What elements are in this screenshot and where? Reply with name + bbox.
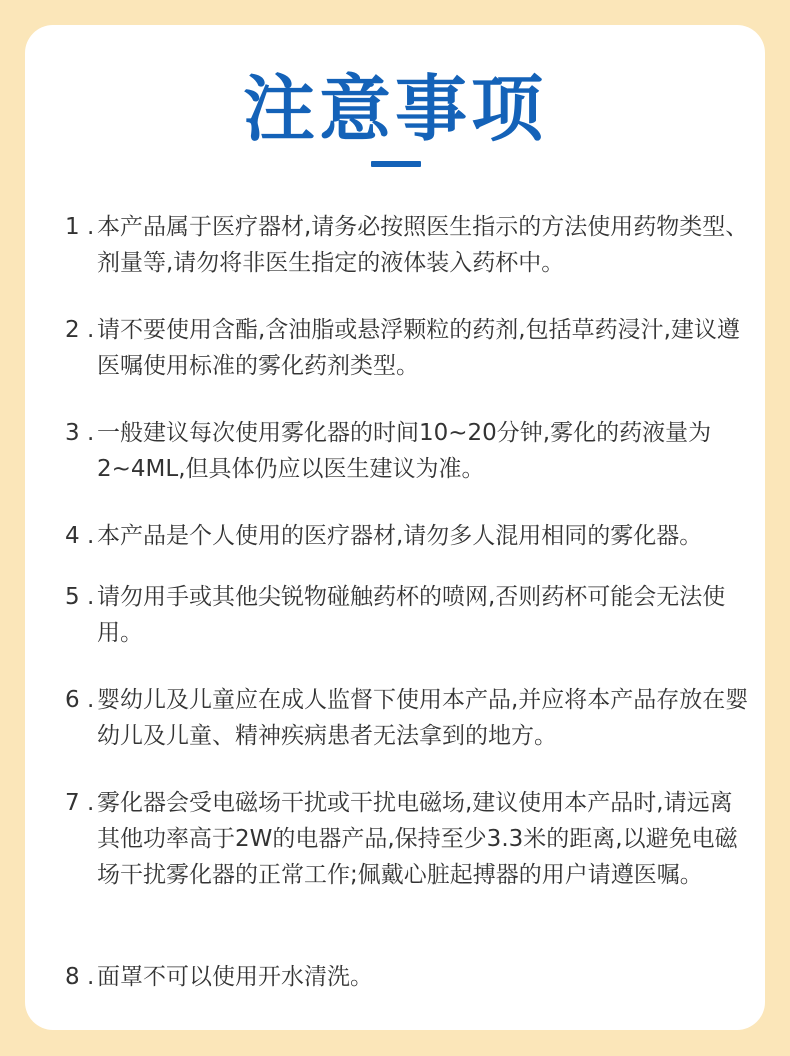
- item-number: 7 .: [65, 790, 95, 816]
- list-item: [65, 518, 755, 554]
- item-text: 请勿用手或其他尖锐物碰触药杯的喷网,否则药杯可能会无法使用。: [97, 584, 726, 646]
- list-item: [65, 959, 755, 995]
- item-text: 本产品属于医疗器材,请务必按照医生指示的方法使用药物类型、剂量等,请勿将非医生指定的液体装入药杯中。: [97, 214, 749, 276]
- item-text: 本产品是个人使用的医疗器材,请勿多人混用相同的雾化器。: [97, 523, 703, 549]
- item-number: 6 .: [65, 687, 95, 713]
- list-item: [65, 682, 755, 754]
- item-text: 婴幼儿及儿童应在成人监督下使用本产品,并应将本产品存放在婴幼儿及儿童、精神疾病患者无法拿到的地方。: [97, 687, 749, 749]
- title-underline: [371, 161, 421, 167]
- item-text: 请不要使用含酯,含油脂或悬浮颗粒的药剂,包括草药浸汁,建议遵医嘱使用标准的雾化药剂类型。: [97, 317, 740, 379]
- item-number: 8 .: [65, 964, 95, 990]
- item-number: 5 .: [65, 584, 95, 610]
- item-number: 4 .: [65, 523, 95, 549]
- list-item: [65, 785, 755, 893]
- item-text: 面罩不可以使用开水清洗。: [97, 964, 373, 990]
- item-number: 1 .: [65, 214, 95, 240]
- list-item: [65, 579, 755, 651]
- item-number: 3 .: [65, 420, 95, 446]
- page-title: 注意事项: [242, 67, 547, 151]
- list-item: [65, 209, 755, 281]
- item-number: 2 .: [65, 317, 95, 343]
- notice-card: [25, 25, 765, 1030]
- item-text: 一般建议每次使用雾化器的时间10~20分钟,雾化的药液量为2~4ML,但具体仍应以医生建议为准。: [97, 420, 712, 482]
- item-text: 雾化器会受电磁场干扰或干扰电磁场,建议使用本产品时,请远离其他功率高于2W的电器产品,保持至少3.3米的距离,以避免电磁场干扰雾化器的正常工作;佩戴心脏起搏器的用户请遵医嘱。: [97, 790, 738, 888]
- list-item: [65, 312, 755, 384]
- list-item: [65, 415, 755, 487]
